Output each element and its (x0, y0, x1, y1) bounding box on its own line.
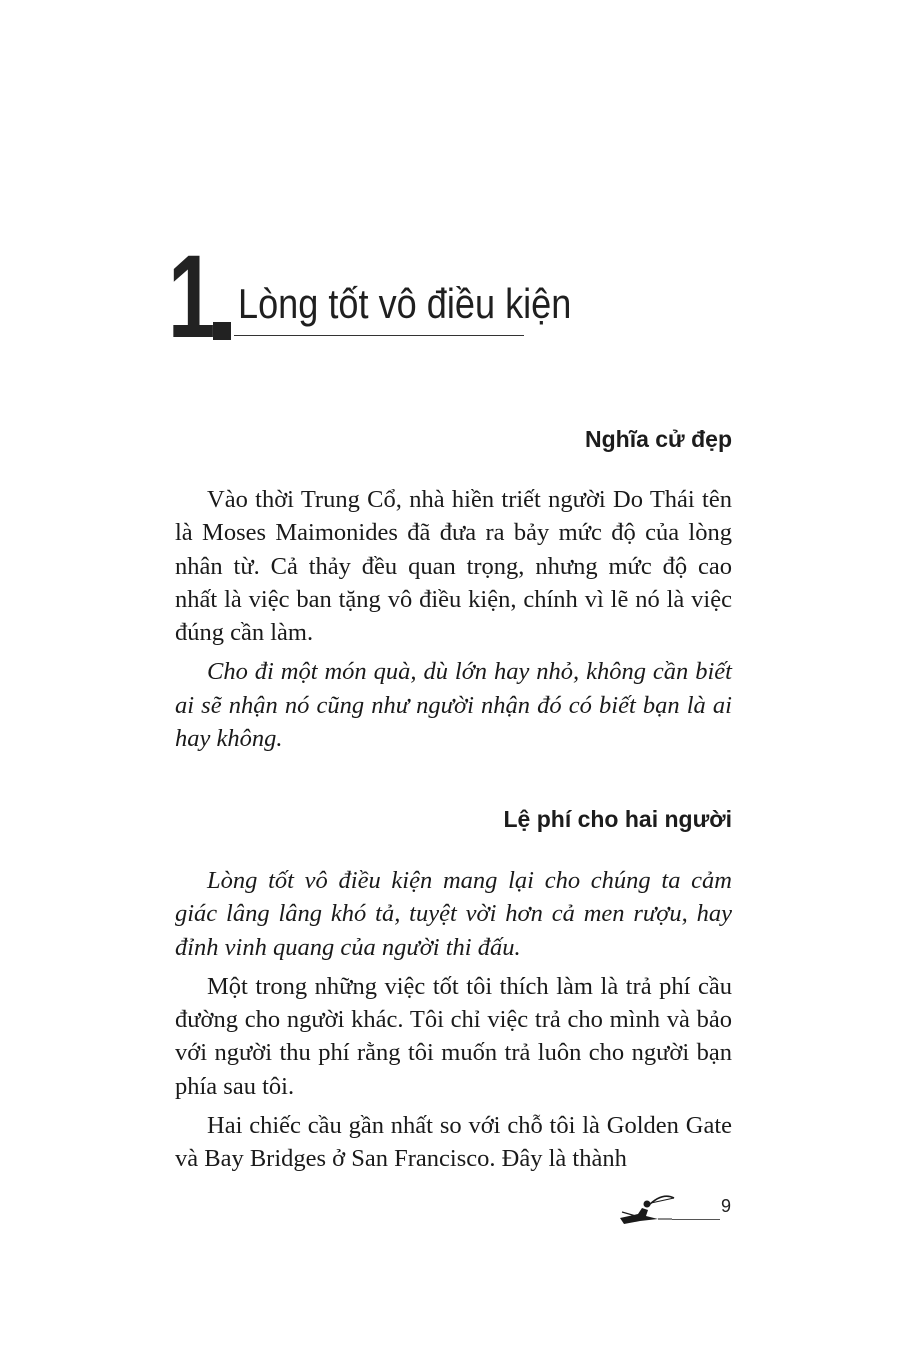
section-heading: Lệ phí cho hai người (503, 806, 732, 832)
chapter-number: 1 (168, 231, 213, 363)
paragraph: Vào thời Trung Cổ, nhà hiền triết người Do Thái tên là Moses Maimonides đã đưa ra bảy mức độ của lòng nhân từ. Cả thảy đều quan trọng, nhưng mức độ cao nhất là việc ban tặng vô điều kiện, chính vì lẽ nó là việc đúng cần làm. (175, 486, 732, 647)
section-body (175, 483, 732, 755)
chapter-title-underline (234, 335, 524, 336)
italic-paragraph: Lòng tốt vô điều kiện mang lại cho chúng ta cảm giác lâng lâng khó tả, tuyệt vời hơn cả men rượu, hay đỉnh vinh quang của người thi đấu. (175, 867, 732, 961)
italic-paragraph: Cho đi một món quà, dù lớn hay nhỏ, không cần biết ai sẽ nhận nó cũng như người nhận đó có biết bạn là ai hay không. (175, 658, 732, 753)
archer-ornament-icon (618, 1188, 676, 1233)
paragraph: Một trong những việc tốt tôi thích làm là trả phí cầu đường cho người khác. Tôi chỉ việc trả cho mình và bảo với người thu phí rằng tôi muốn trả luôn cho người bạn phía sau tôi. (175, 972, 732, 1100)
chapter-title: Lòng tốt vô điều kiện (238, 280, 572, 327)
paragraph: Hai chiếc cầu gần nhất so với chỗ tôi là Golden Gate và Bay Bridges ở San Francisco. Đây là thành (175, 1112, 732, 1173)
chapter-number-dot (213, 322, 231, 340)
section-body (175, 864, 732, 1176)
page-number: 9 (721, 1196, 732, 1216)
section-heading: Nghĩa cử đẹp (584, 426, 732, 452)
footer-rule (672, 1219, 720, 1220)
